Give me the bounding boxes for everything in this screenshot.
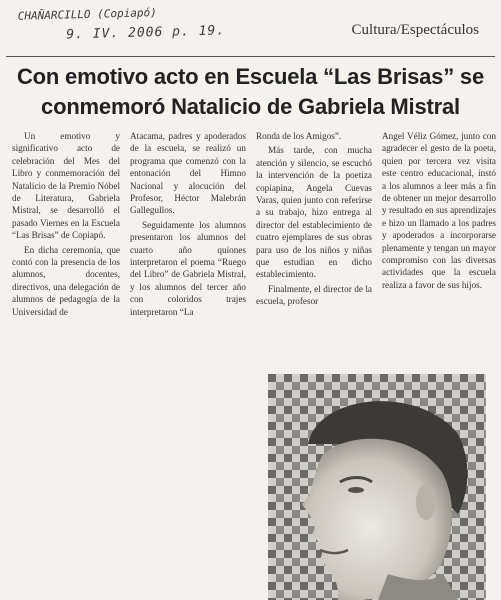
section-label: Cultura/Espectáculos: [351, 22, 479, 38]
header-divider: [6, 56, 495, 57]
paragraph: Angel Véliz Gómez, junto con agradecer el gesto de la poeta, quien por tercera vez visita este centro educacional, instó a los alumnos a leer más a fin de obtener un mejor desarrollo y resultado en sus aprendizajes e hizo un llamado a los padres y apoderados a incorporarse plenamente y tengan un mayor compromiso con las diversas actividades que la escuela realiza a favor de sus hijos.: [382, 131, 496, 290]
article-column-1: [12, 130, 120, 318]
paragraph: Finalmente, el director de la escuela, profesor: [256, 283, 372, 307]
article-column-2: [130, 130, 246, 318]
handwritten-date-page: 9. IV. 2006 p. 19.: [66, 23, 226, 43]
paragraph: Más tarde, con mucha atención y silencio, se escuchó la intervención de la poetiza copiapina, Angela Cuevas Varas, quien junto con referirse a su trabajo, hizo entrega al director del establecimiento de cuatro ejemplares de sus obras para uso de los niños y niñas que estudian en dicho establecimiento.: [256, 145, 372, 280]
paragraph: En dicha ceremonia, que contó con la presencia de los alumnos, docentes, directivos, una delegación de alumnos de pedagogía de la Universidad de: [12, 244, 120, 317]
article-column-3: [256, 130, 372, 318]
paragraph: Seguidamente los alumnos presentaron los alumnos del cuarto año quiones interpretaron el poema “Ruego del Libro” de Gabriela Mistral, y los alumnos del tercer año con coloridos trajes interpretaron “La: [130, 219, 246, 317]
handwritten-annotation: [18, 1, 226, 46]
article-headline: Con emotivo acto en Escuela “Las Brisas” se conmemoró Natalicio de Gabriela Mistral: [16, 64, 485, 119]
handwritten-source: CHAÑARCILLO (Copiapó): [17, 6, 157, 23]
paragraph: Ronda de los Amigos”.: [256, 131, 342, 141]
portrait-illustration: [268, 374, 486, 600]
paragraph: Atacama, padres y apoderados de la escuela, se realizó un programa que comenzó con la entonación del Himno Nacional y alocución del Profesor, Héctor Malebrán Gallegullos.: [130, 131, 246, 216]
article-column-4: [382, 130, 496, 318]
portrait-photo: [268, 374, 486, 600]
article-body: [12, 130, 496, 318]
paragraph: Un emotivo y significativo acto de celebración del Mes del Libro y conmemoración del Natalicio de la Premio Nóbel de Literatura, Gabriela Mistral, se desarrolló el pasado Viernes en la Escuela “Las Brisas” de Copiapó.: [12, 131, 120, 241]
